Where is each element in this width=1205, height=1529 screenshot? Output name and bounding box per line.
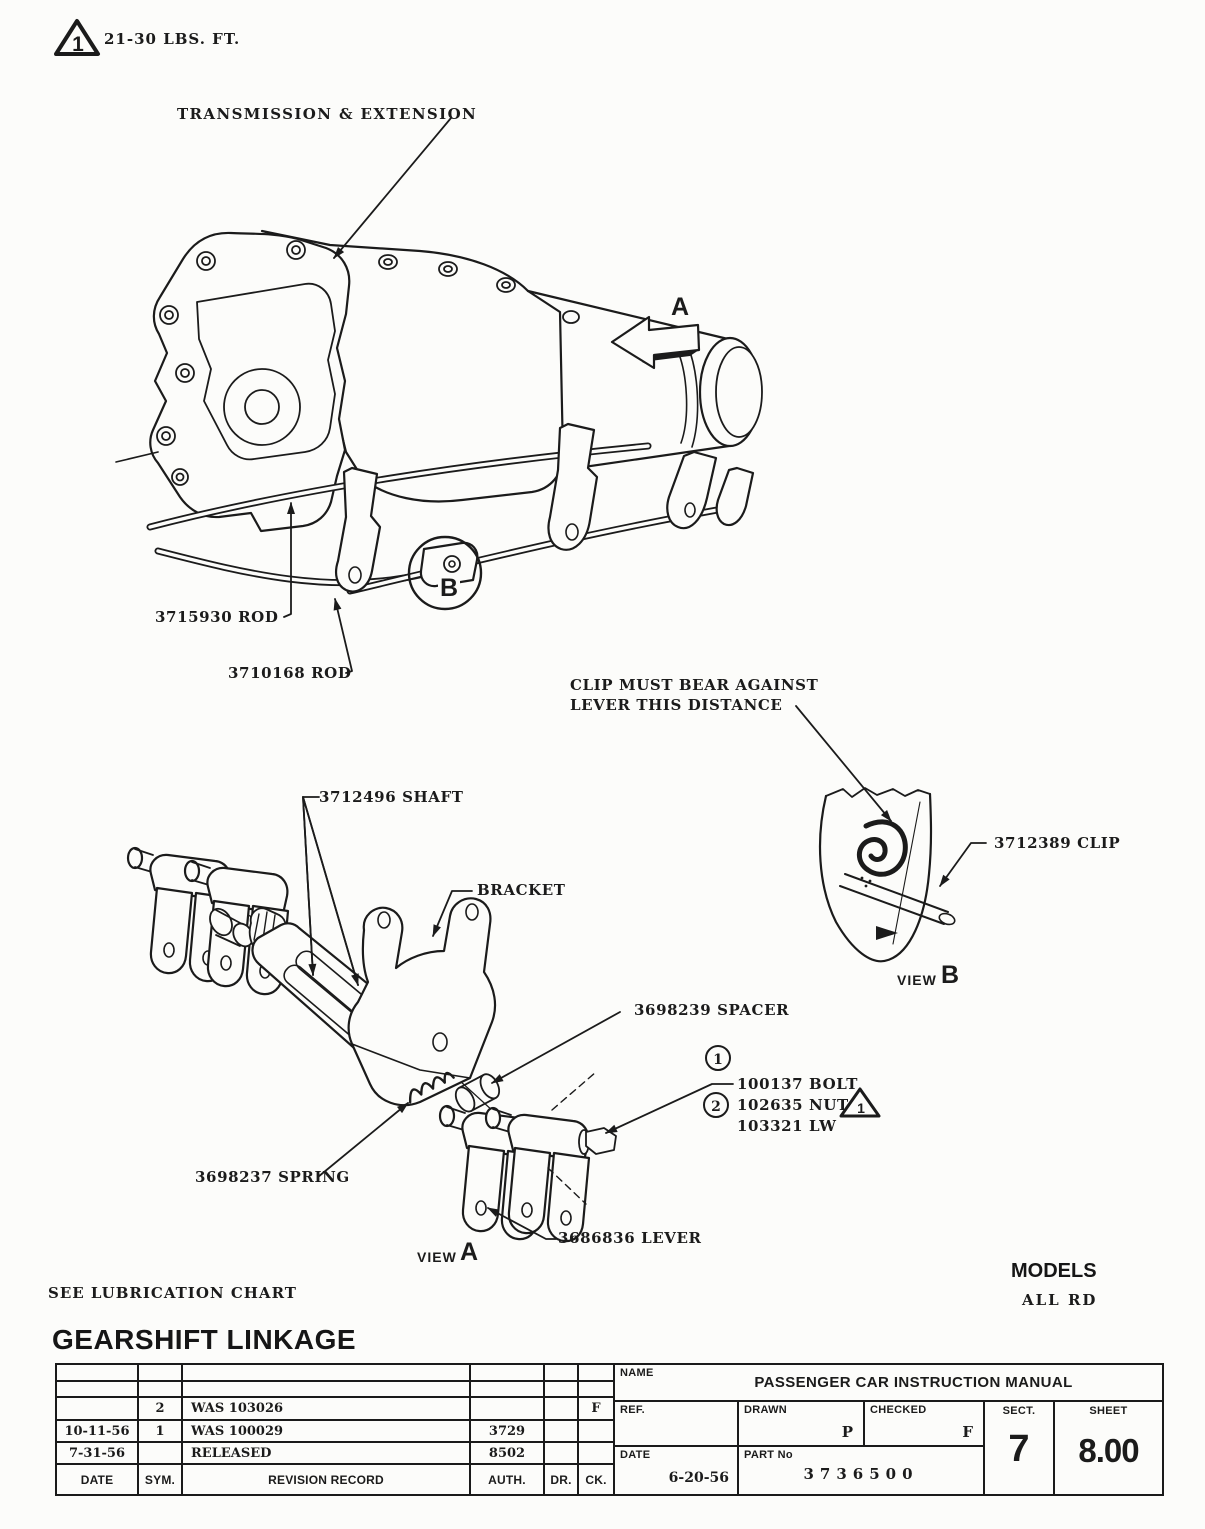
- callout-spacer: 3698239 SPACER: [634, 1001, 790, 1019]
- sheet-label: SHEET: [1089, 1405, 1128, 1417]
- table-cell: RELEASED: [183, 1443, 469, 1463]
- warning-triangle-icon: [56, 21, 98, 56]
- view-a-word: VIEW: [417, 1249, 457, 1265]
- rev-header-dr: DR.: [545, 1465, 577, 1494]
- checked-label: CHECKED: [870, 1404, 927, 1416]
- page-title: GEARSHIFT LINKAGE: [52, 1324, 357, 1355]
- ref-label: REF.: [620, 1404, 646, 1416]
- part-value: 3736500: [803, 1465, 919, 1483]
- clip-note-line2: LEVER THIS DISTANCE: [570, 696, 783, 714]
- item-number-badge: [706, 1046, 730, 1070]
- drawn-cell: [739, 1402, 863, 1445]
- table-cell: F: [579, 1398, 613, 1419]
- transmission-drawing: [116, 231, 762, 609]
- view-b-letter: B: [941, 961, 960, 989]
- table-cell: [545, 1398, 577, 1419]
- item-number-badge: [704, 1093, 728, 1117]
- table-cell: [579, 1365, 613, 1380]
- callout-bolt: 100137 BOLT: [737, 1075, 858, 1093]
- detail-b-letter: B: [440, 574, 459, 602]
- name-cell: [615, 1365, 1162, 1400]
- name-label: NAME: [620, 1367, 654, 1379]
- table-cell: [183, 1382, 469, 1396]
- table-cell: [139, 1382, 181, 1396]
- rev-header-record: REVISION RECORD: [183, 1465, 469, 1494]
- view-a-letter: A: [460, 1238, 479, 1266]
- warning-number: 1: [72, 33, 84, 56]
- direction-a-letter: A: [671, 293, 690, 321]
- table-cell: [57, 1382, 137, 1396]
- rev-header-sym: SYM.: [139, 1465, 181, 1494]
- table-cell: [57, 1365, 137, 1380]
- view-b-word: VIEW: [897, 972, 937, 988]
- callout-rod-upper: 3715930 ROD: [155, 608, 279, 626]
- callout-clip: 3712389 CLIP: [994, 834, 1121, 852]
- direction-a-arrow: [612, 317, 699, 368]
- view-b-drawing: [820, 788, 956, 961]
- table-cell: [579, 1382, 613, 1396]
- callout-nut: 102635 NUT: [737, 1096, 849, 1114]
- table-cell: [183, 1365, 469, 1380]
- drawn-value: P: [841, 1423, 853, 1441]
- sheet-cell: [1055, 1402, 1162, 1494]
- callout-bracket: BRACKET: [477, 881, 566, 899]
- date-label: DATE: [620, 1449, 651, 1461]
- callout-lever: 3686836 LEVER: [558, 1229, 702, 1247]
- models-value: ALL RD: [1022, 1291, 1098, 1309]
- table-cell: [545, 1382, 577, 1396]
- rev-header-ck: CK.: [579, 1465, 613, 1494]
- title-block: [55, 1363, 1164, 1496]
- table-cell: [545, 1365, 577, 1380]
- torque-note: 21-30 LBS. FT.: [104, 30, 241, 48]
- table-cell: 1: [139, 1421, 181, 1441]
- drawn-label: DRAWN: [744, 1404, 788, 1416]
- clip-note-line1: CLIP MUST BEAR AGAINST: [570, 676, 819, 694]
- rev-header-date: DATE: [57, 1465, 137, 1494]
- table-cell: [139, 1365, 181, 1380]
- checked-cell: [865, 1402, 983, 1445]
- clip-part: [859, 822, 905, 874]
- table-cell: [471, 1365, 543, 1380]
- table-cell: WAS 103026: [183, 1398, 469, 1419]
- part-cell: [739, 1447, 983, 1494]
- name-value: PASSENGER CAR INSTRUCTION MANUAL: [754, 1374, 1073, 1391]
- table-cell: [579, 1421, 613, 1441]
- table-cell: WAS 100029: [183, 1421, 469, 1441]
- warning-number-small: 1: [857, 1100, 865, 1116]
- table-cell: 10-11-56: [57, 1421, 137, 1441]
- sect-value: 7: [1008, 1428, 1030, 1470]
- date-value: 6-20-56: [668, 1470, 729, 1486]
- table-cell: 2: [139, 1398, 181, 1419]
- callout-spring: 3698237 SPRING: [195, 1168, 350, 1186]
- table-cell: 8502: [471, 1443, 543, 1463]
- sect-cell: [985, 1402, 1053, 1494]
- sect-label: SECT.: [1002, 1405, 1036, 1417]
- part-label: PART No: [744, 1449, 793, 1461]
- item-number-1: 1: [713, 1052, 723, 1068]
- lubrication-note: SEE LUBRICATION CHART: [48, 1284, 297, 1302]
- table-cell: 7-31-56: [57, 1443, 137, 1463]
- table-cell: [579, 1443, 613, 1463]
- item-number-2: 2: [711, 1099, 721, 1115]
- table-cell: [471, 1382, 543, 1396]
- callout-shaft: 3712496 SHAFT: [319, 788, 464, 806]
- rev-header-auth: AUTH.: [471, 1465, 543, 1494]
- table-cell: [545, 1443, 577, 1463]
- table-cell: [471, 1398, 543, 1419]
- callout-rod-lower: 3710168 ROD: [228, 664, 352, 682]
- table-cell: 3729: [471, 1421, 543, 1441]
- models-label: MODELS: [1011, 1260, 1097, 1282]
- ref-cell: [615, 1402, 737, 1445]
- table-cell: [57, 1398, 137, 1419]
- callout-lockwasher: 103321 LW: [737, 1117, 837, 1135]
- checked-value: F: [962, 1423, 973, 1441]
- table-cell: [139, 1443, 181, 1463]
- table-cell: [545, 1421, 577, 1441]
- sheet-value: 8.00: [1078, 1432, 1139, 1469]
- date-cell: [615, 1447, 737, 1494]
- callout-transmission: TRANSMISSION & EXTENSION: [177, 105, 478, 123]
